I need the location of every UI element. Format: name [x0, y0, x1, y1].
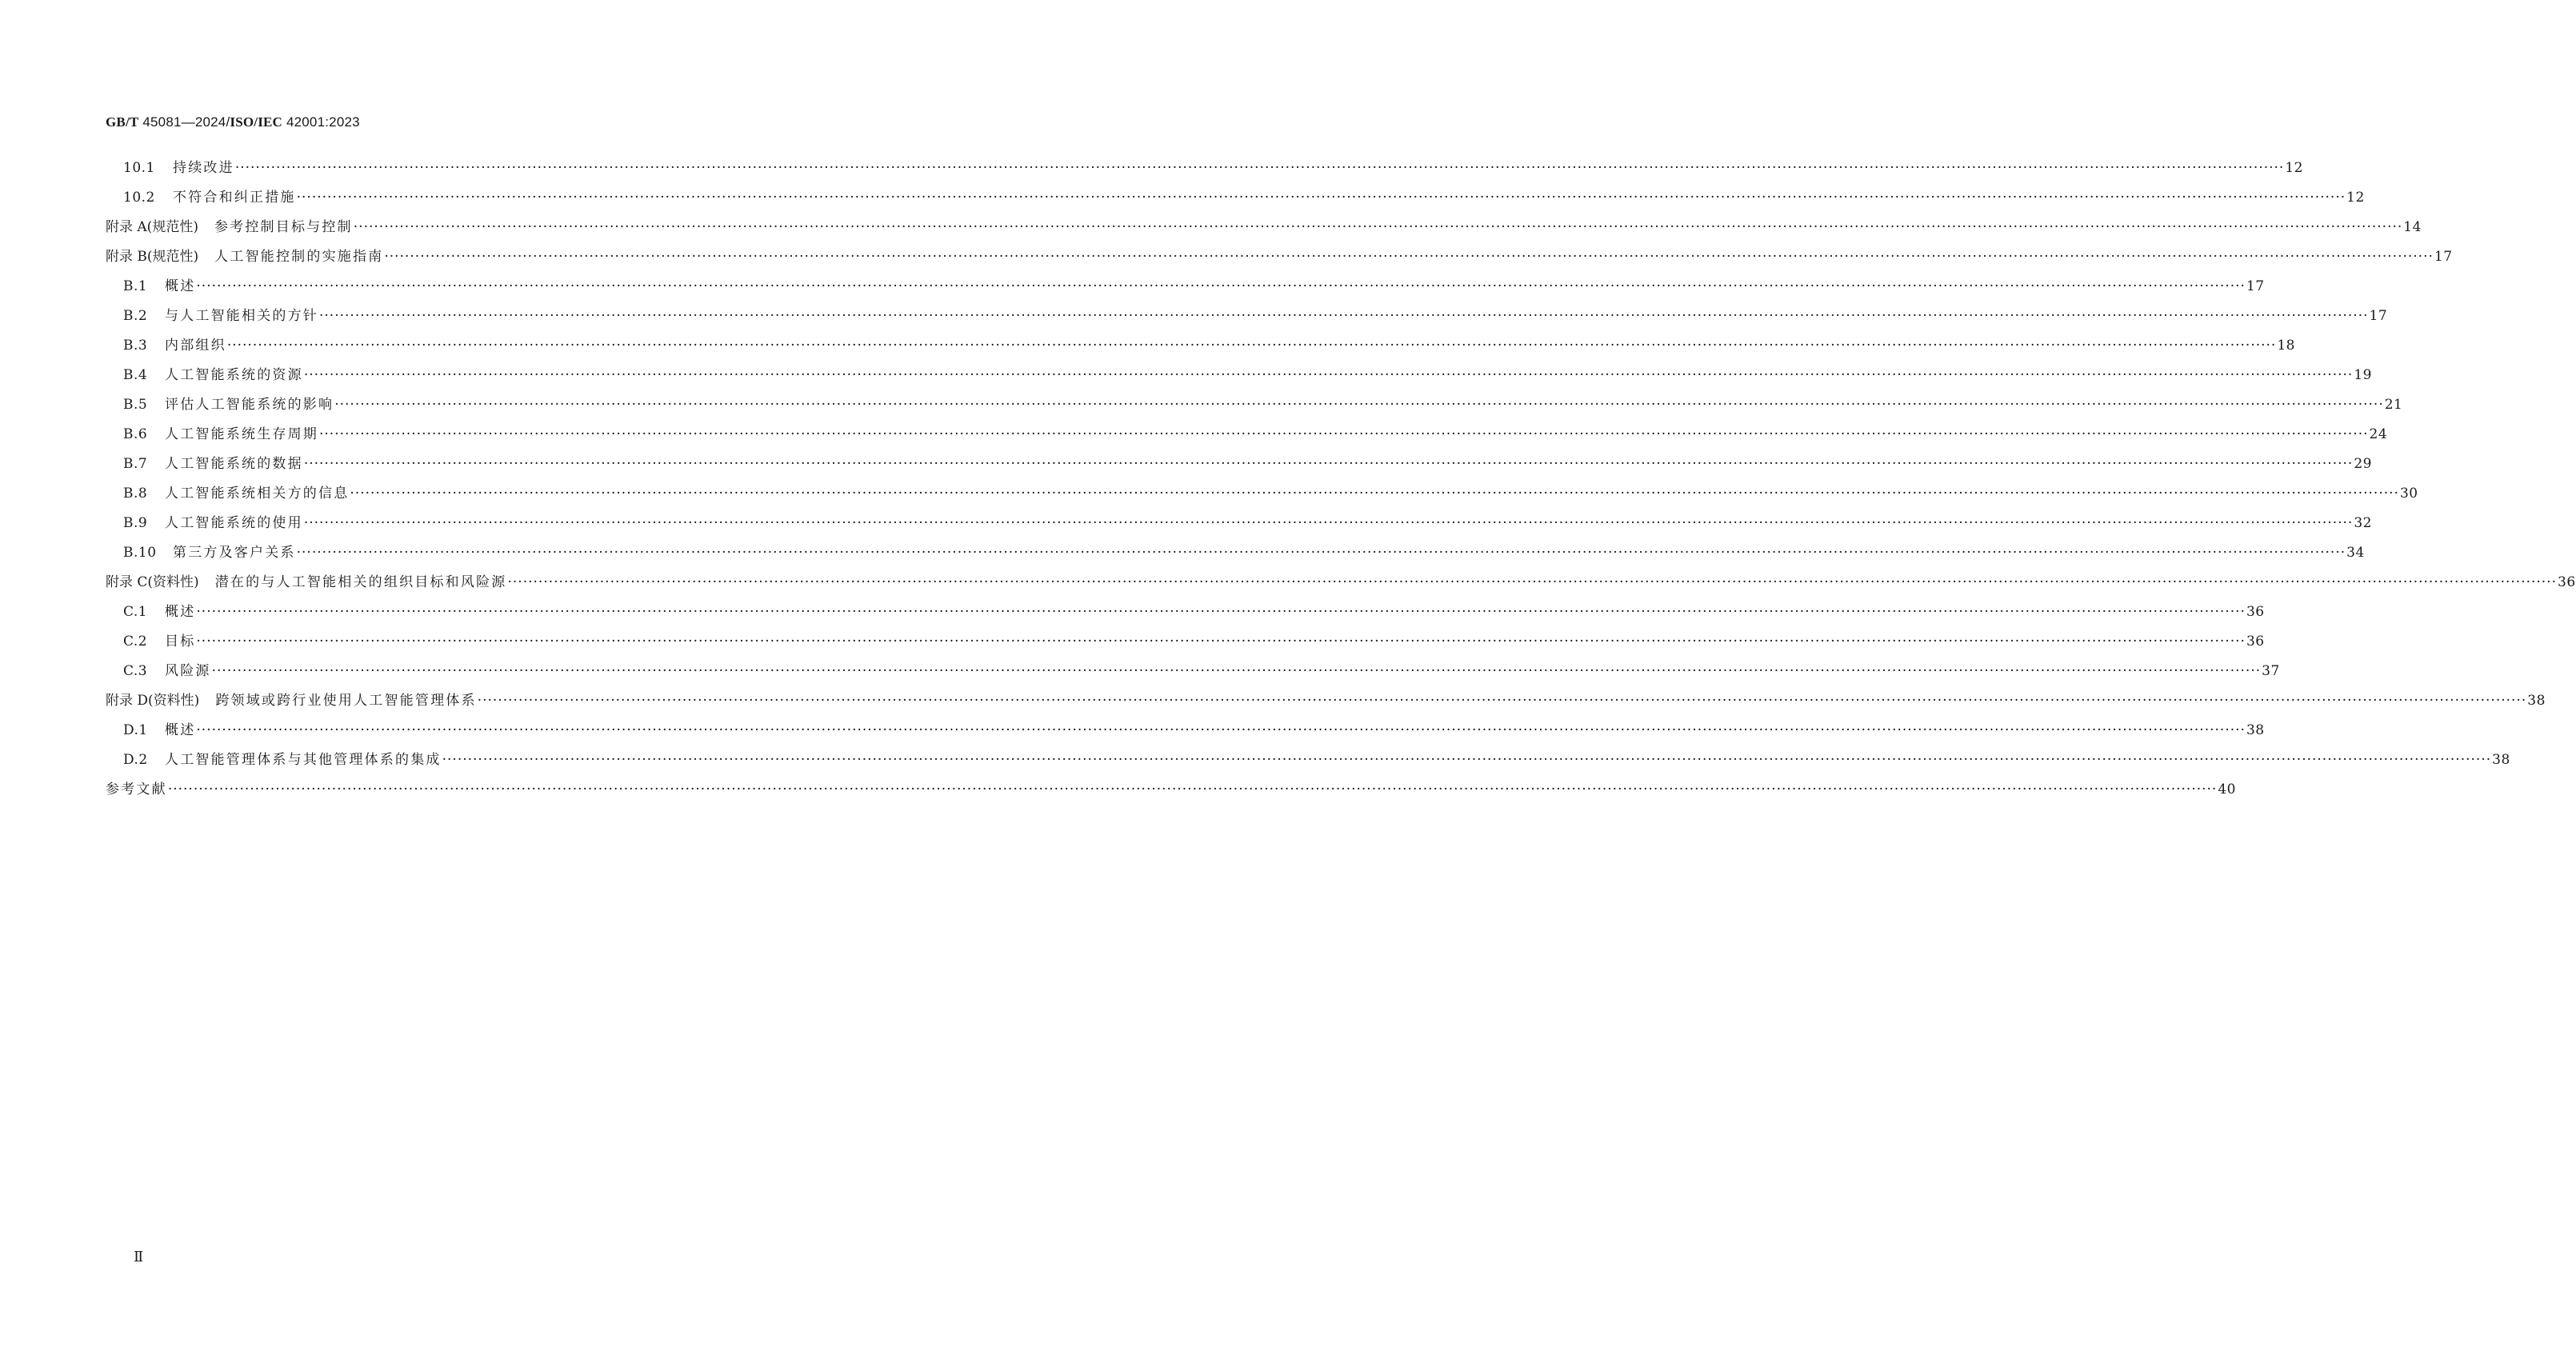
- code-part: 42001:2023: [282, 114, 360, 130]
- toc-page-number: 29: [2354, 456, 2372, 472]
- toc-page-number: 38: [2246, 722, 2265, 738]
- toc-entry[interactable]: [106, 630, 2265, 659]
- toc-entry-title: 潜在的与人工智能相关的组织目标和风险源: [214, 574, 507, 590]
- toc-entry[interactable]: [106, 718, 2265, 748]
- dot-leader: ················································································································································································································································································································································································································: [303, 456, 2354, 472]
- toc-entry-title: 目标: [165, 634, 196, 650]
- toc-entry[interactable]: [106, 777, 2236, 807]
- toc-entry-title: 人工智能系统的数据: [165, 456, 303, 472]
- page-number-footer: Ⅱ: [134, 1249, 144, 1265]
- toc-entry-number: B.10: [123, 545, 157, 561]
- toc-entry-title: 评估人工智能系统的影响: [165, 397, 334, 413]
- toc-page-number: 36: [2246, 634, 2265, 650]
- toc-entry-number: D.2: [123, 752, 148, 768]
- dot-leader: ················································································································································································································································································································································································································: [226, 338, 2277, 354]
- toc-page-number: 30: [2399, 486, 2418, 502]
- code-part: 45081—2024/: [138, 114, 230, 130]
- toc-page-number: 38: [2492, 752, 2510, 768]
- toc-entry[interactable]: [106, 452, 2372, 482]
- code-part: GB/T: [106, 114, 139, 130]
- toc-entry[interactable]: [106, 363, 2372, 393]
- toc-entry-number: C.1: [123, 604, 148, 620]
- toc-page-number: 14: [2403, 219, 2422, 235]
- toc-page-number: 19: [2354, 367, 2372, 383]
- toc-entry-title: 人工智能控制的实施指南: [214, 249, 384, 265]
- toc-entry-number: D.1: [123, 722, 148, 738]
- toc-page-number: 36: [2558, 574, 2576, 590]
- toc-page-number: 17: [2434, 249, 2453, 265]
- toc-entry[interactable]: [106, 334, 2295, 363]
- toc-annex-label: 附录 C(资料性): [106, 574, 199, 590]
- toc-entry-title: 不符合和纠正措施: [173, 190, 296, 206]
- toc-entry[interactable]: [106, 422, 2388, 452]
- dot-leader: ················································································································································································································································································································································································································: [319, 426, 2369, 442]
- toc-entry-number: C.2: [123, 634, 148, 650]
- table-of-contents: [106, 156, 2576, 807]
- toc-entry-number: B.9: [123, 515, 148, 531]
- toc-entry[interactable]: [106, 215, 2422, 245]
- toc-entry-title: 内部组织: [165, 338, 226, 354]
- toc-page-number: 37: [2262, 663, 2280, 679]
- dot-leader: ················································································································································································································································································································································································································: [350, 486, 2399, 502]
- toc-entry[interactable]: [106, 748, 2510, 777]
- dot-leader: ················································································································································································································································································································································································································: [442, 752, 2492, 768]
- toc-entry-title: 人工智能系统的资源: [165, 367, 303, 383]
- toc-entry-number: B.7: [123, 456, 148, 472]
- toc-entry[interactable]: [106, 245, 2453, 274]
- toc-entry[interactable]: [106, 156, 2303, 186]
- toc-entry-title: 与人工智能相关的方针: [165, 308, 318, 324]
- dot-leader: ················································································································································································································································································································································································································: [507, 574, 2558, 590]
- toc-page-number: 32: [2354, 515, 2372, 531]
- dot-leader: ················································································································································································································································································································································································································: [384, 249, 2434, 265]
- toc-entry[interactable]: [106, 541, 2365, 570]
- dot-leader: ················································································································································································································································································································································································································: [319, 308, 2369, 324]
- code-part: ISO/IEC: [230, 114, 283, 130]
- dot-leader: ················································································································································································································································································································································································································: [303, 515, 2354, 531]
- toc-entry[interactable]: [106, 393, 2403, 422]
- toc-entry-number: C.3: [123, 663, 148, 679]
- toc-entry-number: B.8: [123, 486, 148, 502]
- toc-entry-number: B.5: [123, 397, 148, 413]
- toc-entry-title: 参考文献: [106, 781, 167, 797]
- dot-leader: ················································································································································································································································································································································································································: [196, 722, 2246, 738]
- toc-entry[interactable]: [106, 689, 2546, 718]
- dot-leader: ················································································································································································································································································································································································································: [234, 160, 2285, 176]
- toc-page-number: 21: [2384, 397, 2403, 413]
- dot-leader: ················································································································································································································································································································································································································: [353, 219, 2403, 235]
- dot-leader: ················································································································································································································································································································································································································: [196, 634, 2246, 650]
- toc-page-number: 12: [2285, 160, 2303, 176]
- dot-leader: ················································································································································································································································································································································································································: [296, 545, 2346, 561]
- toc-page-number: 12: [2346, 190, 2365, 206]
- toc-entry-title: 第三方及客户关系: [173, 545, 296, 561]
- toc-entry-number: B.6: [123, 426, 148, 442]
- toc-entry-number: 10.1: [123, 160, 155, 176]
- toc-entry[interactable]: [106, 570, 2576, 600]
- document-code-header: [106, 114, 360, 130]
- toc-entry-title: 跨领域或跨行业使用人工智能管理体系: [215, 693, 477, 709]
- toc-page-number: 38: [2527, 693, 2546, 709]
- dot-leader: ················································································································································································································································································································································································································: [303, 367, 2354, 383]
- toc-entry[interactable]: [106, 186, 2365, 215]
- toc-page-number: 36: [2246, 604, 2265, 620]
- toc-entry-number: B.1: [123, 278, 148, 294]
- toc-annex-label: 附录 D(资料性): [106, 693, 200, 709]
- toc-entry-title: 人工智能系统生存周期: [165, 426, 318, 442]
- toc-entry[interactable]: [106, 511, 2372, 541]
- toc-page-number: 34: [2346, 545, 2365, 561]
- toc-entry-title: 人工智能管理体系与其他管理体系的集成: [165, 752, 442, 768]
- toc-entry-title: 人工智能系统的使用: [165, 515, 303, 531]
- toc-page-number: 18: [2277, 338, 2295, 354]
- toc-entry-number: 10.2: [123, 190, 155, 206]
- toc-entry-number: B.2: [123, 308, 148, 324]
- toc-entry-title: 概述: [165, 604, 196, 620]
- toc-page-number: 17: [2246, 278, 2265, 294]
- dot-leader: ················································································································································································································································································································································································································: [477, 693, 2527, 709]
- toc-entry-number: B.3: [123, 338, 148, 354]
- toc-entry-title: 人工智能系统相关方的信息: [165, 486, 350, 502]
- toc-annex-label: 附录 A(规范性): [106, 219, 198, 235]
- dot-leader: ················································································································································································································································································································································································································: [211, 663, 2262, 679]
- toc-entry[interactable]: [106, 659, 2280, 689]
- toc-entry[interactable]: [106, 482, 2418, 511]
- toc-entry-title: 概述: [165, 722, 196, 738]
- toc-entry[interactable]: [106, 274, 2265, 304]
- dot-leader: ················································································································································································································································································································································································································: [196, 278, 2246, 294]
- toc-entry-title: 概述: [165, 278, 196, 294]
- toc-annex-label: 附录 B(规范性): [106, 249, 199, 265]
- toc-entry[interactable]: [106, 304, 2388, 334]
- dot-leader: ················································································································································································································································································································································································································: [167, 781, 2218, 797]
- toc-page-number: 17: [2369, 308, 2388, 324]
- toc-entry-number: B.4: [123, 367, 148, 383]
- toc-page-number: 40: [2218, 781, 2236, 797]
- dot-leader: ················································································································································································································································································································································································································: [296, 190, 2346, 206]
- dot-leader: ················································································································································································································································································································································································································: [334, 397, 2384, 413]
- toc-page-number: 24: [2369, 426, 2388, 442]
- toc-entry[interactable]: [106, 600, 2265, 630]
- toc-entry-title: 持续改进: [173, 160, 234, 176]
- toc-entry-title: 风险源: [165, 663, 211, 679]
- dot-leader: ················································································································································································································································································································································································································: [196, 604, 2246, 620]
- toc-entry-title: 参考控制目标与控制: [214, 219, 353, 235]
